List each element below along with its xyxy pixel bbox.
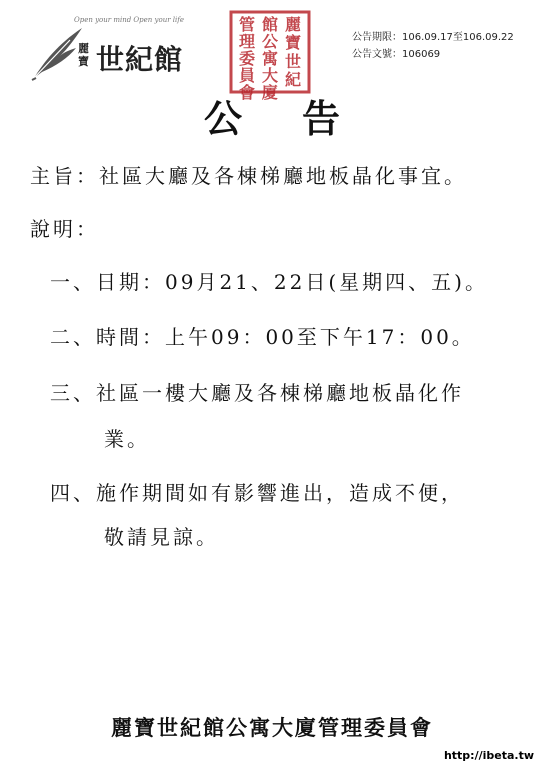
seal-char: 紀 (284, 69, 301, 89)
seal-char: 會 (238, 83, 255, 102)
logo-name: 世紀館 (96, 43, 184, 76)
notice-number: 公告文號：106069 (352, 49, 441, 60)
seal-char: 理 (238, 32, 255, 51)
seal-char: 大 (261, 66, 278, 85)
notice-meta (352, 29, 514, 63)
notice-period: 公告期限：106.09.17至106.09.22 (352, 32, 514, 43)
item-4-continued: 敬請見諒。 (104, 525, 219, 549)
seal-char: 寶 (284, 33, 301, 53)
seal-char: 廈 (261, 83, 278, 102)
subject-line: 主旨：社區大廳及各棟梯廳地板晶化事宜。 (30, 164, 467, 188)
item-3: 三、社區一樓大廳及各棟梯廳地板晶化作 (50, 381, 464, 405)
logo-tagline: Open your mind Open your life (74, 16, 184, 24)
seal-column (260, 15, 280, 102)
logo (30, 14, 184, 84)
footer-signature: 麗寶世紀館公寓大廈管理委員會 (111, 715, 433, 740)
seal-char: 麗 (284, 15, 301, 34)
seal-column (283, 16, 303, 88)
explanation-label: 說明： (30, 217, 99, 241)
seal-char: 館 (261, 15, 278, 34)
item-1: 一、日期：09月21、22日(星期四、五)。 (50, 270, 488, 294)
committee-seal (229, 10, 311, 102)
seal-char: 寓 (261, 49, 278, 68)
item-4: 四、施作期間如有影響進出，造成不便， (50, 481, 464, 505)
seal-char: 員 (238, 66, 255, 85)
item-2: 二、時間：上午09：00至下午17：00。 (50, 325, 475, 349)
seal-text (237, 15, 303, 102)
item-3-continued: 業。 (104, 427, 150, 451)
logo-sub: 麗寶 (78, 42, 89, 68)
seal-char: 世 (284, 51, 301, 71)
seal-char: 公 (261, 32, 278, 51)
seal-char: 委 (238, 49, 255, 68)
seal-char: 管 (238, 15, 255, 34)
watermark: http://ibeta.tw (443, 749, 534, 762)
notice-title: 公告 (203, 97, 400, 141)
seal-column (237, 15, 257, 102)
